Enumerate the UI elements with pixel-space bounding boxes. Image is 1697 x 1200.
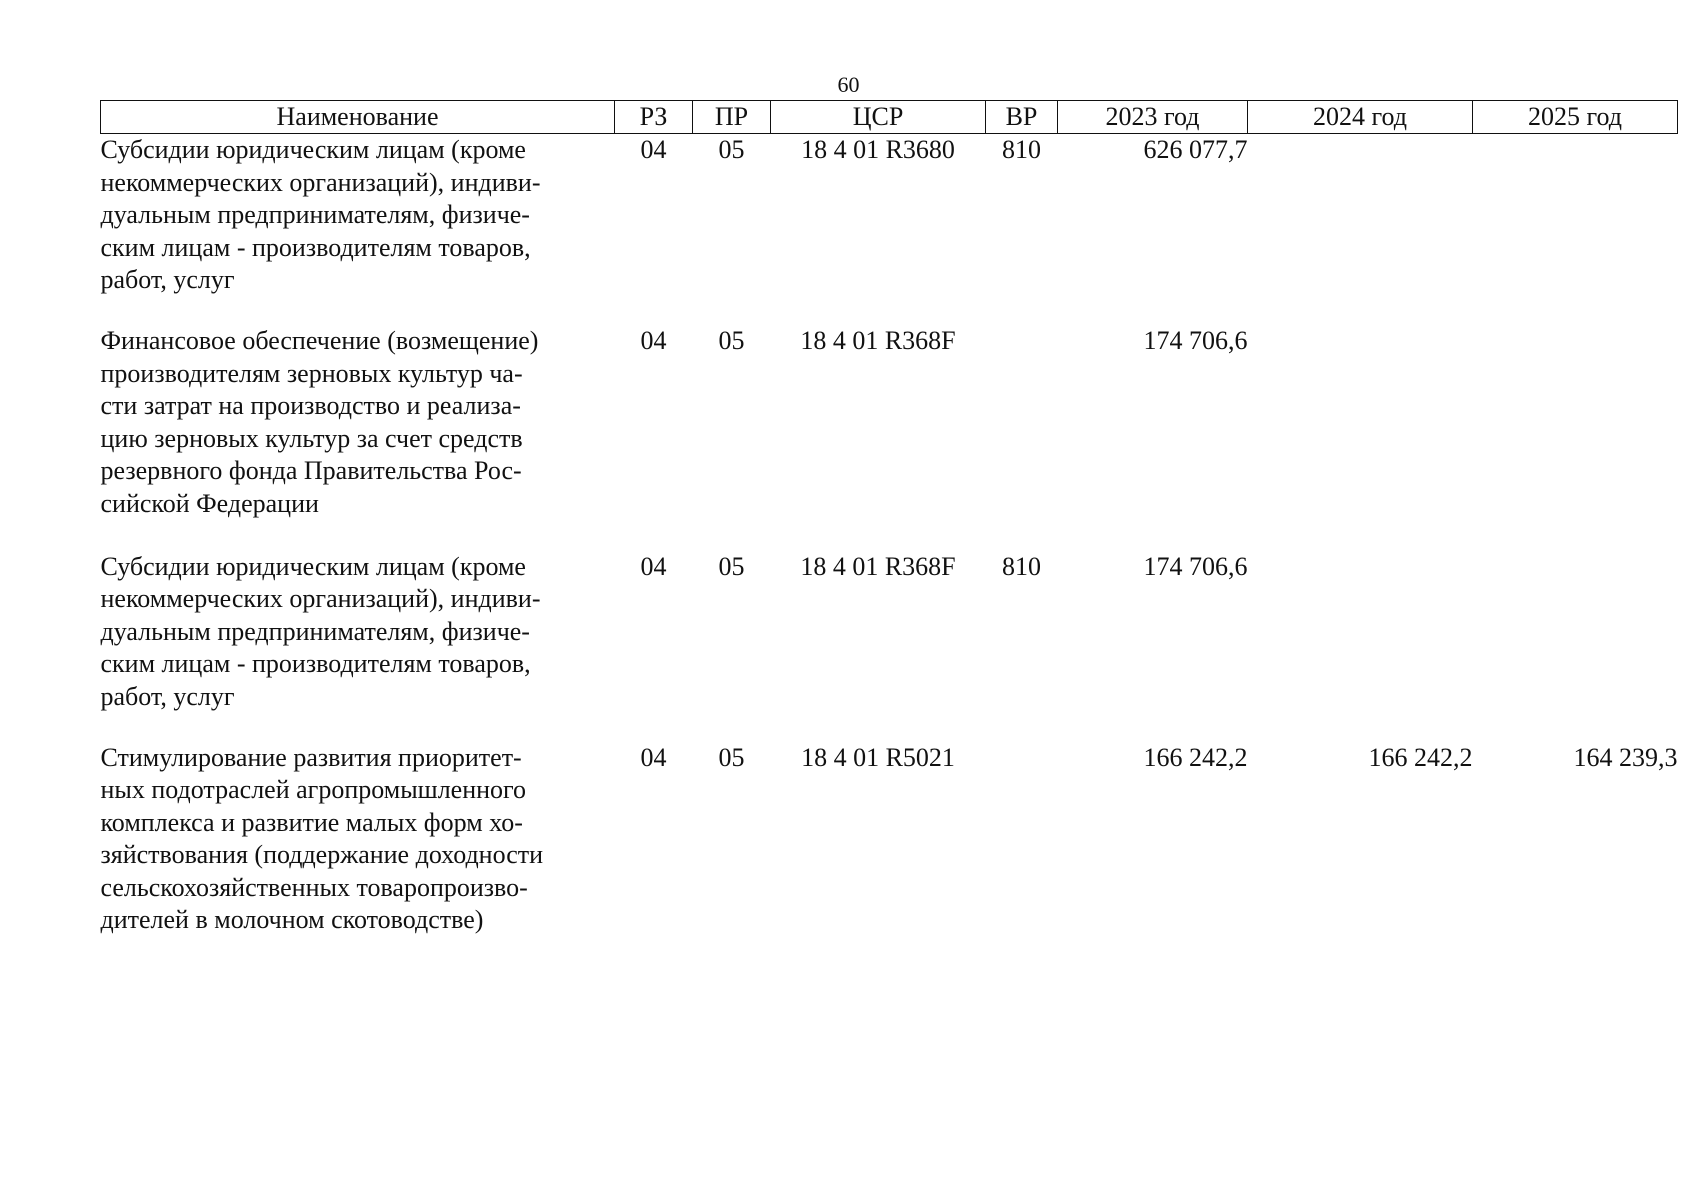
header-2025: 2025 год	[1473, 101, 1678, 134]
row-rz: 04	[640, 325, 667, 355]
row-2024	[1248, 134, 1473, 297]
row-vr	[986, 742, 1058, 938]
row-name-line: работ, услуг	[100, 681, 235, 711]
table-row	[101, 551, 1678, 714]
row-spacer	[101, 521, 1678, 551]
row-name	[101, 134, 615, 297]
row-name-line: сельскохозяйственных товаропроизво-	[100, 872, 528, 902]
row-name-line: ским лицам - производителям товаров,	[100, 649, 531, 679]
row-2025	[1473, 134, 1678, 297]
row-vr: 810	[1002, 135, 1041, 164]
row-csr: 18 4 01 R3680	[801, 135, 955, 164]
row-csr: 18 4 01 R5021	[801, 742, 955, 772]
row-2025: 164 239,3	[1573, 742, 1678, 772]
row-name-line: резервного фонда Правительства Рос-	[100, 456, 522, 486]
header-vr: ВР	[986, 101, 1058, 134]
row-name	[101, 551, 615, 714]
row-name	[101, 325, 615, 521]
row-name-line: ных подотраслей агропромышленного	[100, 775, 527, 805]
header-name: Наименование	[101, 101, 615, 134]
row-name-line: работ, услуг	[100, 265, 235, 295]
row-name-line: дуальным предпринимателям, физиче-	[100, 200, 530, 230]
table-header	[101, 101, 1678, 134]
row-2023: 166 242,2	[1143, 742, 1248, 772]
row-name-line: производителям зерновых культур ча-	[100, 358, 523, 388]
header-row	[101, 101, 1678, 134]
row-rz: 04	[640, 135, 667, 164]
row-2024	[1248, 551, 1473, 714]
row-name-line: комплекса и развитие малых форм хо-	[100, 807, 523, 837]
row-csr: 18 4 01 R368F	[800, 551, 956, 581]
row-vr	[986, 325, 1058, 521]
row-2023: 174 706,6	[1143, 551, 1248, 581]
row-rz: 04	[640, 742, 667, 772]
row-name-line: некоммерческих организаций), индиви-	[100, 167, 541, 197]
header-csr: ЦСР	[771, 101, 986, 134]
header-2023: 2023 год	[1058, 101, 1248, 134]
header-2024: 2024 год	[1248, 101, 1473, 134]
row-name-line: сийской Федерации	[100, 488, 319, 518]
row-pr: 05	[718, 742, 745, 772]
row-pr: 05	[718, 135, 745, 164]
header-pr: ПР	[693, 101, 771, 134]
row-name-line: зяйствования (поддержание доходности	[100, 840, 544, 870]
row-vr: 810	[1002, 551, 1041, 581]
row-2023: 626 077,7	[1143, 135, 1248, 164]
budget-table	[100, 100, 1678, 937]
row-csr: 18 4 01 R368F	[800, 325, 956, 355]
row-name-line: Субсидии юридическим лицам (кроме	[100, 135, 526, 164]
row-name-line: Субсидии юридическим лицам (кроме	[100, 551, 526, 581]
page-number: 60	[837, 72, 860, 97]
row-name-line: Финансовое обеспечение (возмещение)	[100, 325, 539, 355]
row-2024: 166 242,2	[1368, 742, 1473, 772]
row-name-line: сти затрат на производство и реализа-	[100, 391, 521, 421]
table-body	[101, 134, 1678, 938]
header-rz: РЗ	[615, 101, 693, 134]
row-spacer	[101, 297, 1678, 325]
row-name-line: ским лицам - производителям товаров,	[100, 232, 531, 262]
row-name-line: Стимулирование развития приоритет-	[100, 742, 522, 772]
row-pr: 05	[718, 551, 745, 581]
row-rz: 04	[640, 551, 667, 581]
row-2025	[1473, 551, 1678, 714]
table-row	[101, 742, 1678, 938]
table-row	[101, 134, 1678, 297]
row-2023: 174 706,6	[1143, 325, 1248, 355]
row-name-line: дуальным предпринимателям, физиче-	[100, 616, 530, 646]
row-name-line: некоммерческих организаций), индиви-	[100, 584, 541, 614]
row-name-line: дителей в молочном скотоводстве)	[100, 905, 484, 935]
row-name	[101, 742, 615, 938]
table-row	[101, 325, 1678, 521]
row-2024	[1248, 325, 1473, 521]
row-name-line: цию зерновых культур за счет средств	[100, 423, 523, 453]
row-2025	[1473, 325, 1678, 521]
row-spacer	[101, 714, 1678, 742]
row-pr: 05	[718, 325, 745, 355]
